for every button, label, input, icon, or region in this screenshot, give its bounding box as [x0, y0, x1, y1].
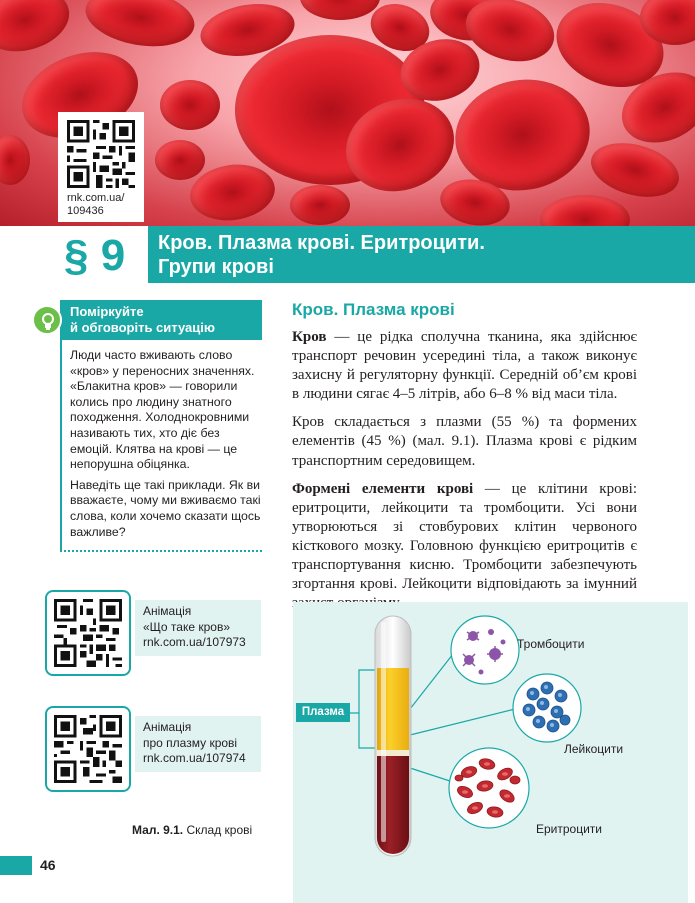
discussion-question: Наведіть ще такі приклади. Як ви вважаєте, чому ми вживаємо такі слова, коли хочемо сказати щось важливе?: [70, 477, 261, 539]
term-formed-elements: Формені елементи крові: [292, 480, 474, 497]
test-tube: [375, 616, 411, 856]
page-title: Кров. Плазма крові. Еритроцити. Групи крові: [148, 226, 695, 283]
animation-card-1[interactable]: [45, 590, 261, 676]
animation-link-text[interactable]: Анімація про плазму крові rnk.com.ua/107974: [135, 716, 261, 772]
discussion-paragraph: Люди часто вживають слово «кров» у переносних значеннях. «Блакитна кров» — говорили колись про людину знатного походження. Холоднокровними називають тих, хто діє без емоцій. Клятва на крові — це непорушна обіцянка.: [70, 348, 255, 472]
discussion-header: Поміркуйте й обговоріть ситуацію: [60, 300, 262, 340]
animation-link-text[interactable]: Анімація «Що таке кров» rnk.com.ua/107973: [135, 600, 261, 656]
leukocytes-label: Лейкоцити: [564, 742, 624, 756]
text-paragraph: Кров — це рідка сполучна тканина, яка здійснює транспорт речовин усередині тіла, а також виконує захисну й регуляторну функції. Середній об’єм крові в людини сягає 4–5 літрів, або 6–8 % від маси тіла.: [292, 329, 637, 403]
discussion-body: [60, 340, 262, 552]
leukocytes-circle: [513, 674, 581, 742]
erythrocytes-label: Еритроцити: [536, 822, 602, 836]
text-paragraph: Формені елементи крові — це клітини крові: еритроцити, лейкоцити та тромбоцити. Усі вони утворюються зі стовбурових клітин червоного кісткового мозку. Головною функцією еритроцитів є транспортування кисню. Тромбоцити забезпечують згортання крові. Лейкоцити відповідають за імунний: [292, 480, 638, 593]
paragraph-number: § 9: [64, 231, 126, 280]
page-number: 46: [40, 857, 56, 873]
plasma-label: Плазма: [296, 703, 350, 722]
platelets-label: Тромбоцити: [517, 637, 585, 651]
section-title: Кров. Плазма крові: [292, 300, 455, 319]
figure-caption: Мал. 9.1. Склад крові: [132, 823, 253, 837]
qr-code-icon[interactable]: [45, 590, 131, 676]
animation-card-2[interactable]: [45, 706, 261, 792]
blood-composition-figure: [293, 602, 688, 903]
platelets-circle: [451, 616, 519, 684]
section-body: [292, 328, 637, 613]
qr-link-text[interactable]: rnk.com.ua/ 109436: [67, 192, 125, 217]
erythrocytes-circle: [449, 748, 529, 828]
qr-code-icon[interactable]: [67, 120, 135, 188]
term-blood: Кров: [292, 329, 327, 345]
lightbulb-icon: [32, 305, 62, 335]
text-paragraph: Кров складається з плазми (55 %) та формених елементів (45 %) (мал. 9.1). Плазма крові є рідким транспортним середовищем.: [292, 414, 637, 469]
page-number-bar: [0, 856, 32, 875]
qr-code-icon[interactable]: [45, 706, 131, 792]
hero-qr-block[interactable]: [58, 112, 144, 222]
